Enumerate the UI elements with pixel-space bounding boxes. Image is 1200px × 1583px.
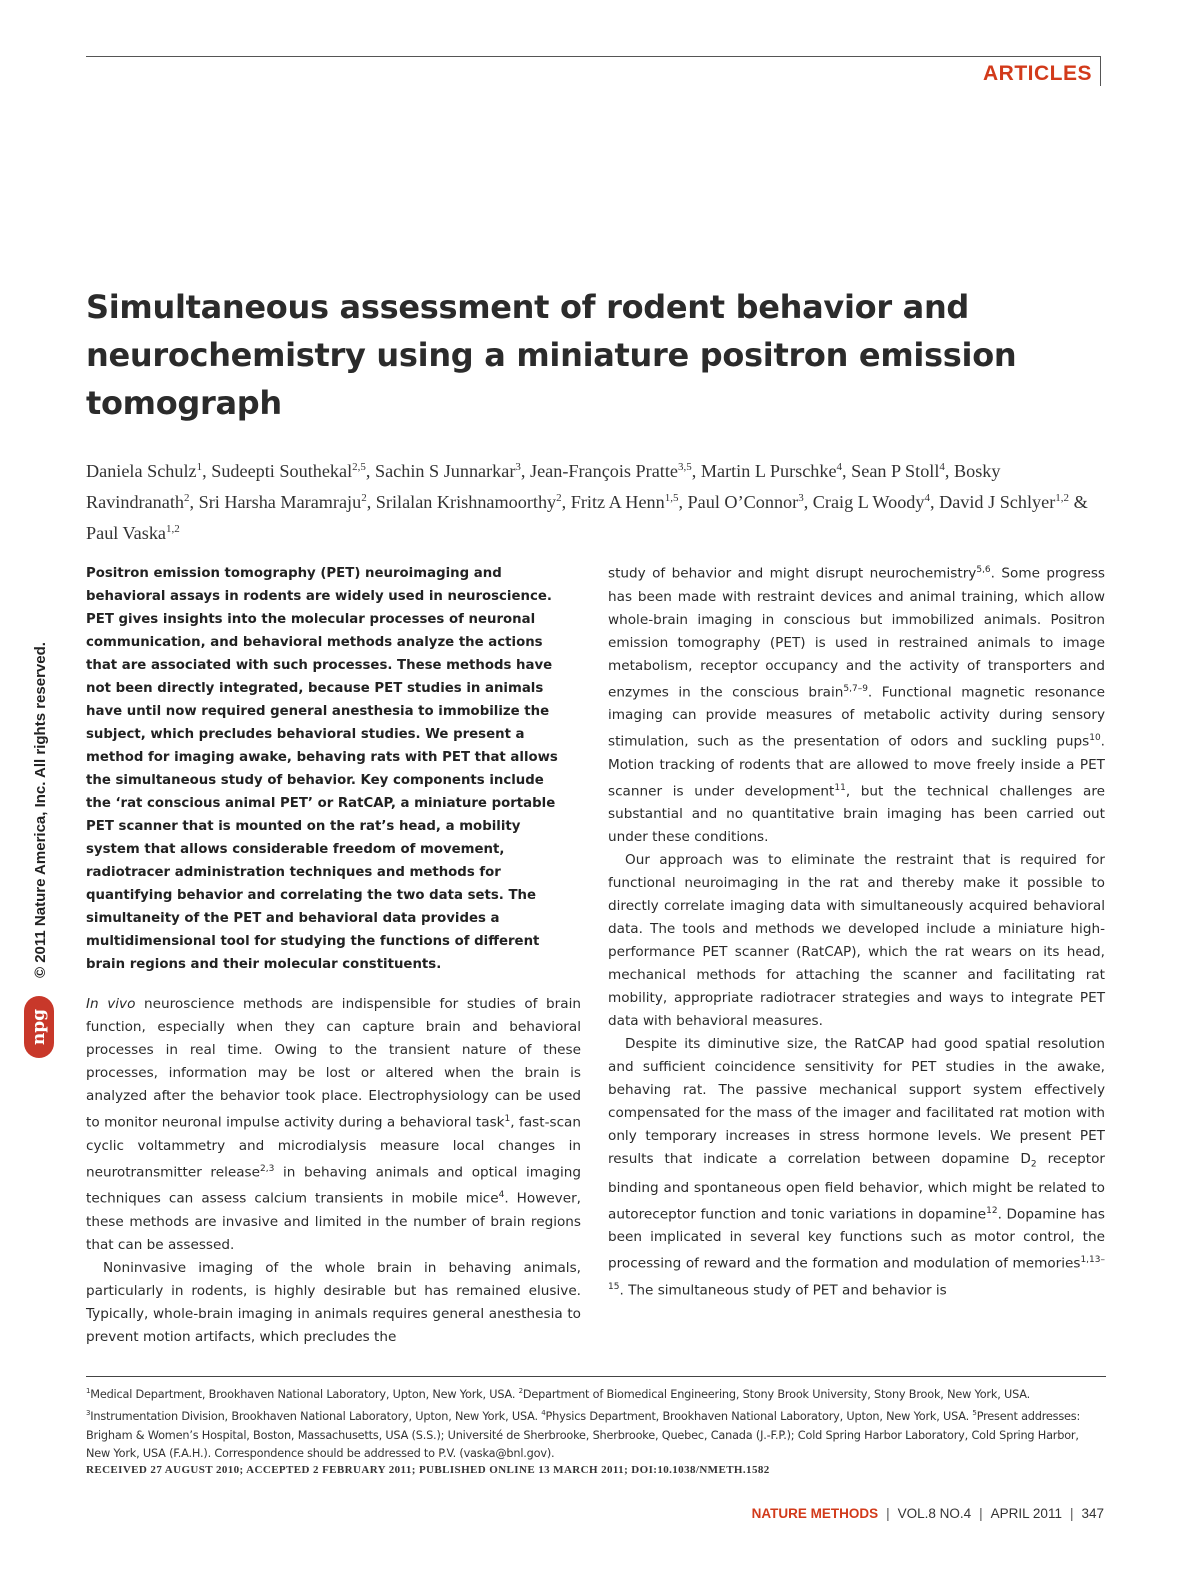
journal-name: NATURE METHODS — [751, 1506, 879, 1521]
body-column-right — [608, 559, 1105, 1302]
section-label: ARTICLES — [983, 62, 1092, 85]
abstract: Positron emission tomography (PET) neuroimaging and behavioral assays in rodents are widely used in neuroscience. PET gives insights into the molecular processes of neuronal communication, and behavioral methods analyze the actions that are associated with such processes. These methods have not been directly integrated, because PET studies in animals have until now required general anesthesia to immobilize the subject, which precludes behavioral studies. We present a method for imaging awake, behaving rats with PET that allows the simultaneous study of behavior. Key components include the ‘rat conscious animal PET’ or RatCAP, a miniature portable PET scanner that is mounted on the rat’s head, a mobility system that allows considerable freedom of movement, radiotracer administration techniques and methods for quantifying behavior and correlating the two data sets. The simultaneity of the PET and behavioral data provides a multidimensional tool for studying the functions of different brain regions and their molecular constituents. — [86, 566, 558, 972]
body-paragraph: Noninvasive imaging of the whole brain in behaving animals, particularly in rodents, is highly desirable but has remained elusive. Typically, whole-brain imaging in animals requires general anesthesia to prevent motion artifacts, which precludes the — [86, 1259, 581, 1345]
npg-logo — [24, 996, 54, 1058]
page-footer: NATURE METHODS | VOL.8 NO.4 | APRIL 2011 | 347 — [751, 1506, 1104, 1521]
copyright-notice: © 2011 Nature America, Inc. All rights reserved. — [32, 642, 49, 978]
issue-date: APRIL 2011 — [990, 1506, 1062, 1521]
body-paragraph: Our approach was to eliminate the restraint that is required for functional neuroimaging in the rat and thereby make it possible to directly correlate imaging data with simultaneously acquired behavioral data. The tools and methods we developed include a miniature high-performance PET scanner (RatCAP), which the rat wears on its head, mechanical methods for attaching the scanner and facilitating rat mobility, appropriate radiotracer strategies and ways to integrate PET data with behavioral measures. — [608, 852, 1105, 1030]
body-column-left — [86, 993, 581, 1349]
volume-issue: VOL.8 NO.4 — [897, 1506, 972, 1521]
body-paragraph: In vivo neuroscience methods are indispensible for studies of brain function, especially when they can capture brain and behavioral processes in real time. Owing to the transient nature of these processes, information may be lost or altered when the brain is analyzed after the behavior took place. Electrophysiology can be used to monitor neuronal impulse activity during a behavioral task$^1$, fast-scan cyclic voltammetry and microdialysis measure local changes in neurotransmitter release$^{2,3}$ in behaving animals and optical imaging techniques can assess calcium transients in mobile mice$^4$. However, these methods are invasive and limited in the number of brain regions that can be assessed. — [86, 996, 582, 1253]
header-rule — [86, 56, 1101, 57]
footnote-rule — [86, 1376, 1106, 1377]
header-rule-tick — [1100, 56, 1101, 86]
body-paragraph: Despite its diminutive size, the RatCAP had good spatial resolution and sufficient coincidence sensitivity for PET studies in the awake, behaving rat. The passive mechanical support system effectively compensated for the mass of the imager and facilitated rat motion with only temporary increases in stress hormone levels. We present PET results that indicate a correlation between dopamine $D_2$ receptor binding and spontaneous open field behavior, which might be related to autoreceptor function and tonic variations in dopamine$^{12}$. Dopamine has been implicated in several key functions such as motor control, the processing of reward and the formation and modulation of memories$^{1,13-15}$. The simultaneous study of PET and behavior is — [608, 1036, 1106, 1299]
copyright-sidebar — [24, 548, 54, 1078]
author-list: Daniela Schulz$^1$, Sudeepti Southekal$^{2,5}$, Sachin S Junnarkar$^3$, Jean-François Pratte$^{3,5}$, Martin L Purschke$^4$, Sean P Stoll$^4$, Bosky Ravindranath$^2$, Sri Harsha Maramraju$^2$, Srilalan Krishnamoorthy$^2$, Fritz A Henn$^{1,5}$, Paul O’Connor$^3$, Craig L Woody$^4$, David J Schlyer$^{1,2}$ & Paul Vaska$^{1,2}$ — [86, 461, 1088, 544]
article-title: Simultaneous assessment of rodent behavior and neurochemistry using a miniature positron emission tomograph — [86, 288, 1017, 422]
page-number: 347 — [1081, 1506, 1104, 1521]
publication-dates: RECEIVED 27 AUGUST 2010; ACCEPTED 2 FEBRUARY 2011; PUBLISHED ONLINE 13 MARCH 2011; DOI:10.1038/NMETH.1582 — [86, 1464, 770, 1476]
npg-logo-text: npg — [29, 1008, 49, 1046]
affiliations: $^1$Medical Department, Brookhaven National Laboratory, Upton, New York, USA. $^2$Department of Biomedical Engineering, Stony Brook University, Stony Brook, New York, USA. $^3$Instrumentation Division, Brookhaven National Laboratory, Upton, New York, USA. $^4$Physics Department, Brookhaven National Laboratory, Upton, New York, USA. $^5$Present addresses: Brigham & Women’s Hospital, Boston, Massachusetts, USA (S.S.); Université de Sherbrooke, Sherbrooke, Quebec, Canada (J.-F.P.); Cold Spring Harbor Laboratory, Cold Spring Harbor, New York, USA (F.A.H.). Correspondence should be addressed to P.V. (vaska@bnl.gov). — [86, 1387, 1081, 1461]
body-paragraph: study of behavior and might disrupt neurochemistry$^{5,6}$. Some progress has been made with restraint devices and animal training, which allow whole-brain imaging in conscious but immobilized animals. Positron emission tomography (PET) is used in restrained animals to image metabolism, receptor occupancy and the activity of transporters and enzymes in the conscious brain$^{5,7-9}$. Functional magnetic resonance imaging can provide measures of metabolic activity during sensory stimulation, such as the presentation of odors and suckling pups$^{10}$. Motion tracking of rodents that are allowed to move freely inside a PET scanner is under development$^{11}$, but the technical challenges are substantial and no quantitative brain imaging has been carried out under these conditions. — [608, 565, 1106, 846]
